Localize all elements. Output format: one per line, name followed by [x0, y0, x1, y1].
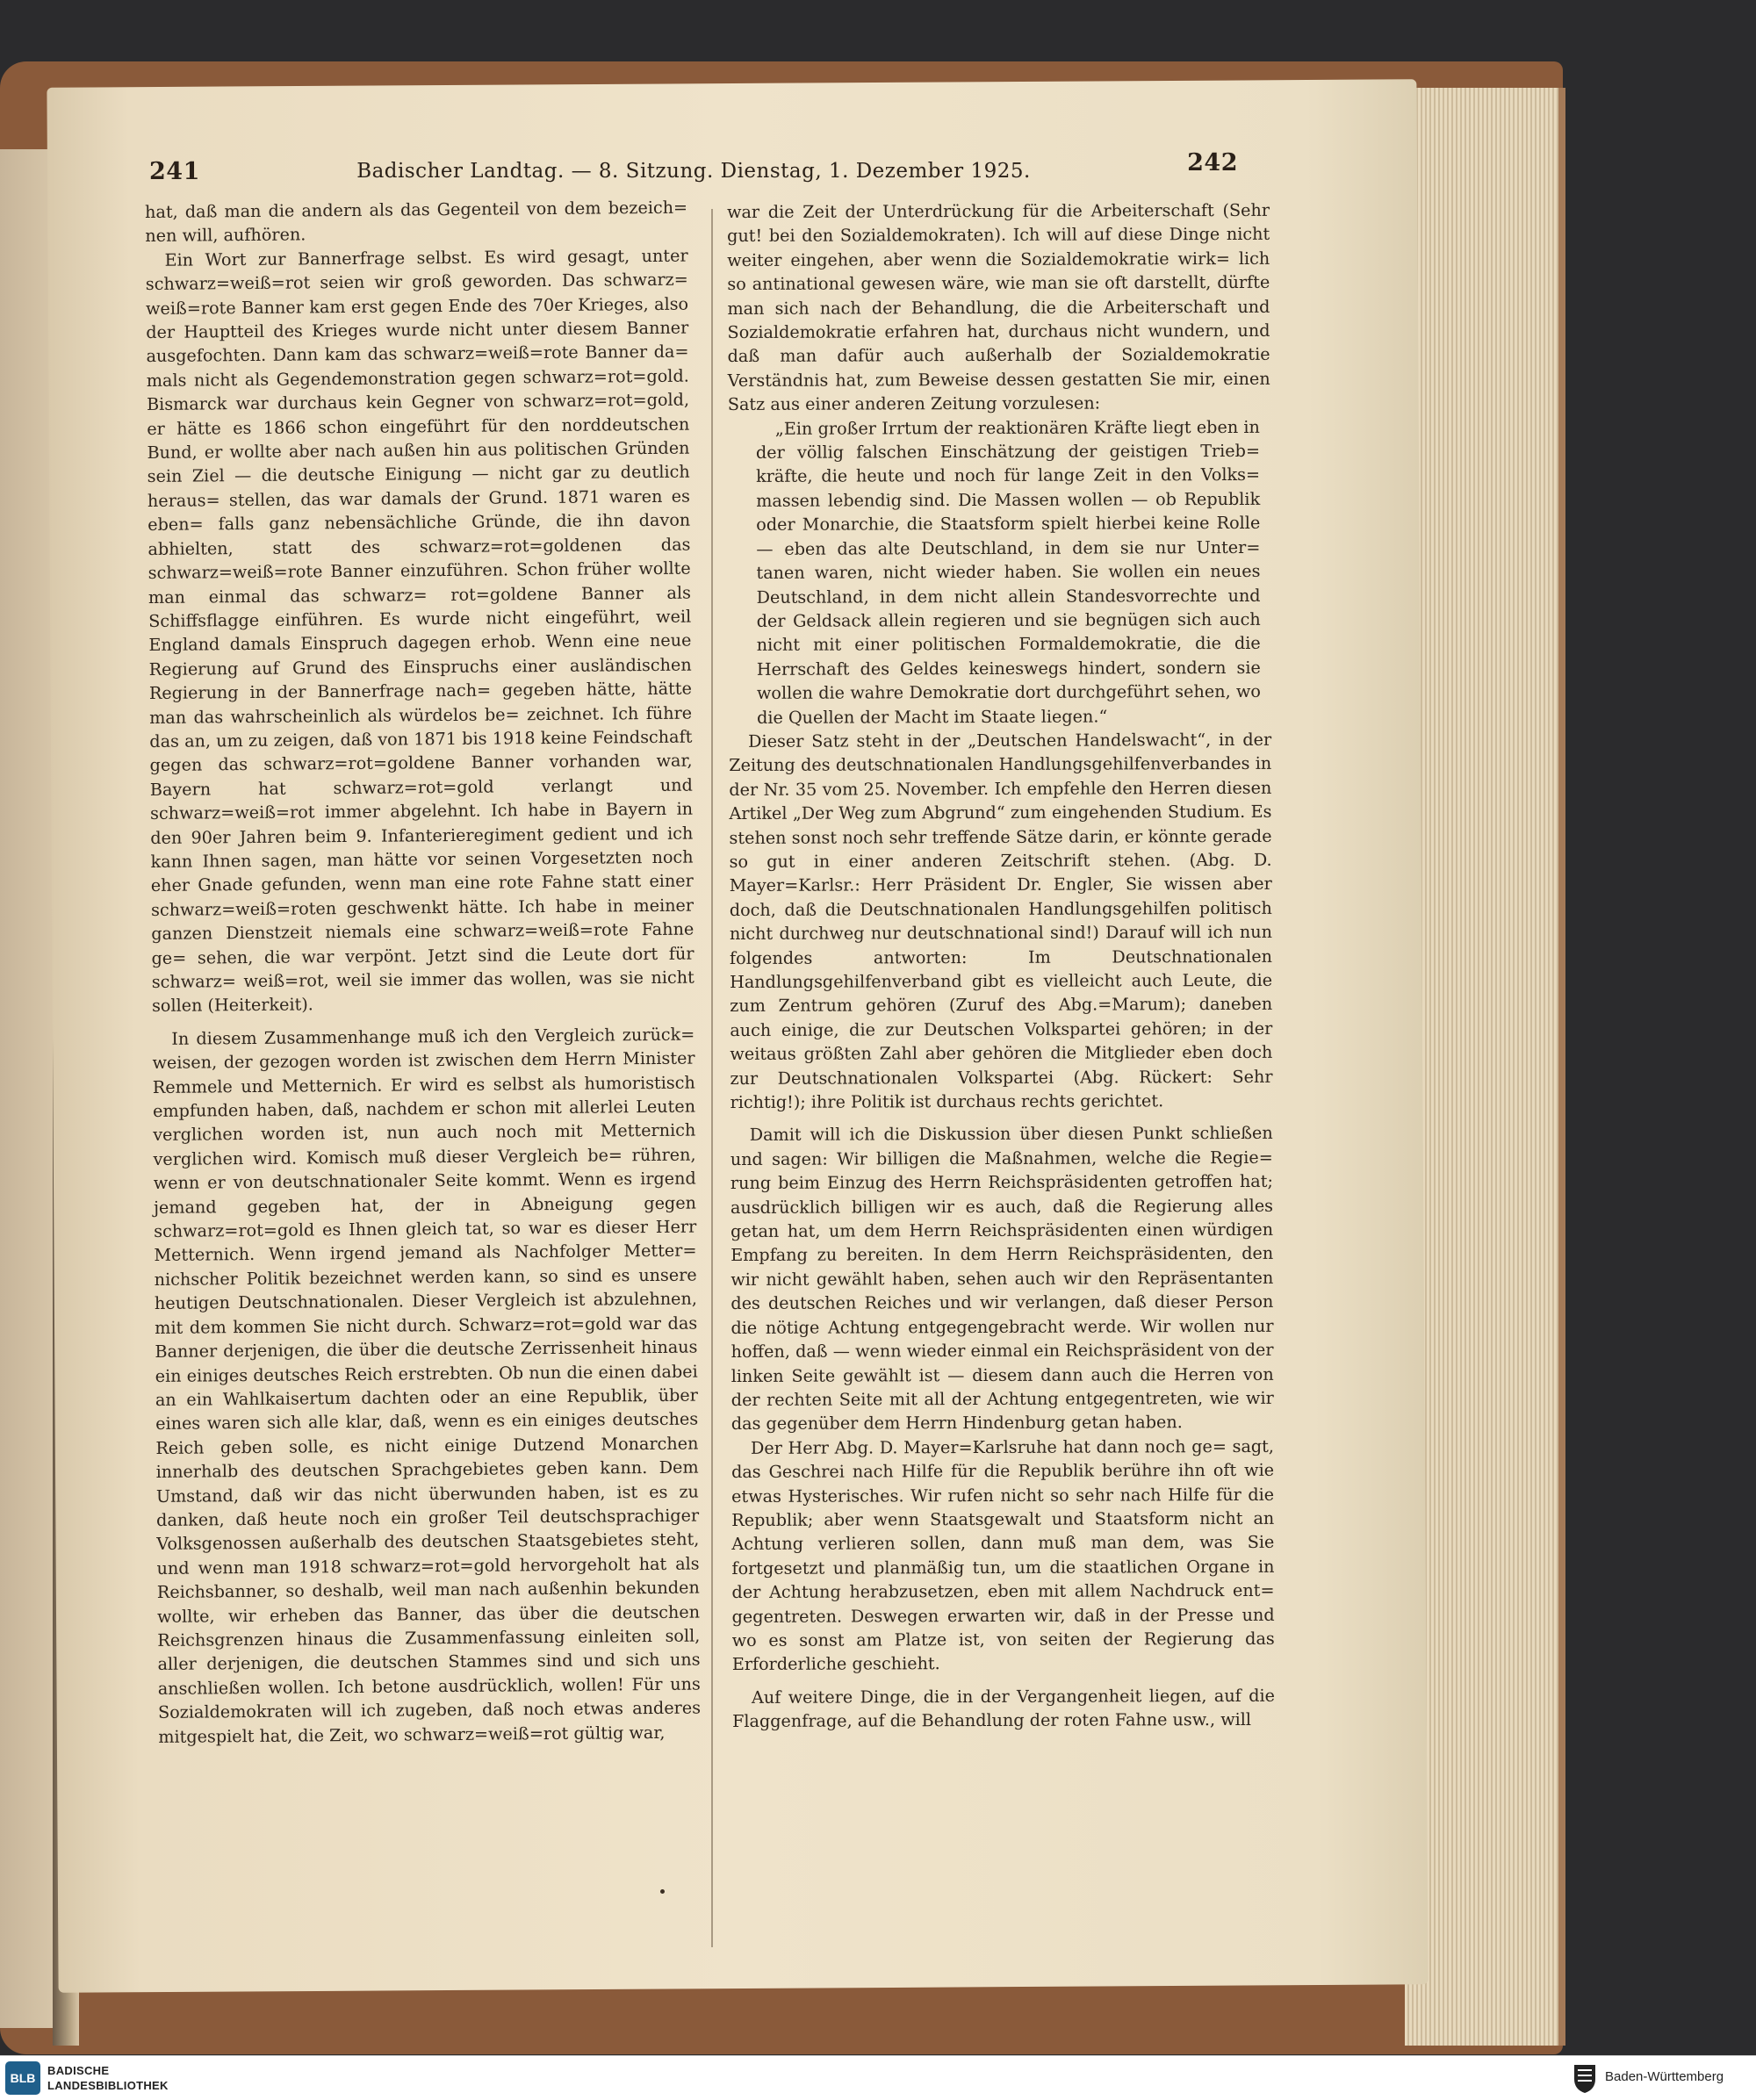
block-quote: „Ein großer Irrtum der reaktionären Kräfte liegt eben in der völlig falschen Einschätzung der geistigen Trieb= kräfte, die heute und noch für lange Zeit in den Volks= massen lebendig sind. Die Massen wollen — ob Republik oder Monarchie, die Staatsform spielt hierbei keine Rolle — eben das alte Deutschland, in dem sie nur Unter= tanen waren, nicht wieder haben. Sie wollen ein neues Deutschland, in dem nicht allein Standesvorrechte und der Geldsack allein regieren und sie begnügen sich auch nicht mit einer politischen Formaldemokratie, die die Herrschaft des Geldes keineswegs hindert, sondern sie wollen die wahre Demokratie dort durchgeführt sehen, wo die Quellen der Macht im Staate liegen.“: [755, 416, 1261, 728]
footer-bar: [0, 2055, 1756, 2100]
state-name[interactable]: Baden-Württemberg: [1605, 2069, 1724, 2084]
library-name-line1: BADISCHE: [47, 2064, 110, 2077]
right-column: [727, 198, 1275, 1734]
ink-dot: [660, 1889, 665, 1894]
column-divider: [711, 209, 713, 1947]
paragraph: Ein Wort zur Bannerfrage selbst. Es wird gesagt, unter schwarz=weiß=rot seien wir groß geworden. Das schwarz= weiß=rote Banner kam erst gegen Ende des 70er Krieges, also der Hauptteil des Krieges wurde nicht unter diesem Banner ausgefochten. Dann kam das schwarz=weiß=rote Banner da= mals nicht als Gegendemonstration gegen schwarz=rot=gold. Bismarck war durchaus kein Gegner von schwarz=rot=gold, er hätte es 1866 schon eingeführt für den norddeutschen Bund, er wollte aber nach außen hin aus politischen Gründen sein Ziel — die deutsche Einigung — nicht gar zu deutlich heraus= stellen, das war damals der Grund. 1871 waren es eben= falls ganz nebensächliche Gründe, die ihn davon abhielten, statt des schwarz=rot=goldenen das schwarz=weiß=rote Banner einzuführen. Schon früher wollte man einmal das schwarz= rot=goldene Banner als Schiffsflagge einführen. Es wurde nicht eingeführt, weil England damals Einspruch dagegen erhob. Wenn eine neue Regierung auf Grund des Einspruchs einer ausländischen Regierung in der Bannerfrage nach= gegeben hätte, hätte man das wahrscheinlich als würdelos be= zeichnet. Ich führe das an, um zu zeigen, daß von 1871 bis 1918 keine Feindschaft gegen das schwarz=rot=goldene Banner vorhanden war, Bayern hat schwarz=rot=gold verlangt und schwarz=weiß=rot immer abgelehnt. Ich habe in Bayern in den 90er Jahren beim 9. Infanterieregiment gedient und ich kann Ihnen sagen, man hätte vor seinen Vorgesetzten noch eher Gnade gefunden, wenn man eine rote Fahne statt einer schwarz=weiß=roten geschwenkt hätte. Ich habe in meiner ganzen Dienstzeit niemals eine schwarz=weiß=rote Fahne ge= sehen, die war verpönt. Jetzt sind die Leute dort für schwarz= weiß=rot, weil sie immer das wollen, was sie nicht sollen (Heiterkeit).: [145, 245, 694, 1017]
paragraph: hat, daß man die andern als das Gegenteil von dem bezeich= nen will, aufhören.: [145, 197, 688, 247]
paragraph: Der Herr Abg. D. Mayer=Karlsruhe hat dann noch ge= sagt, das Geschrei nach Hilfe für die Republik berühre ihn oft wie etwas Hysterisches. Wir rufen nicht so sehr nach Hilfe für die Republik; aber wenn Staatsgewalt und Staatsform nicht an Achtung verlieren sollen, dann muß man dem, was Sie fortgesetzt und planmäßig tun, um die staatlichen Organe in der Achtung herabzusetzen, eben mit allem Nachdruck ent= gegentreten. Deswegen erwarten wir, daß in der Presse und wo es sonst am Platze ist, von seiten der Regierung das Erforderliche geschieht.: [731, 1435, 1275, 1675]
left-column: [145, 196, 701, 1749]
paragraph: Damit will ich die Diskussion über diesen Punkt schließen und sagen: Wir billigen die Maßnahmen, welche die Regie= rung beim Einzug des Herrn Reichspräsidenten getroffen hat; ausdrücklich billigen wir es auch, daß die Regierung alles getan hat, um dem Herrn Reichspräsidenten einen würdigen Empfang zu bereiten. In dem Herrn Reichspräsidenten, den wir nicht gewählt haben, sehen auch wir den Repräsentanten des deutschen Reiches und wir verlangen, daß dieser Person die nötige Achtung entgegengebracht werde. Wir wollen nur hoffen, daß — wenn wieder einmal ein Reichspräsident von der linken Seite gewählt ist — diesem dann auch die Herren von der rechten Seite mit all der Achtung entgegentreten, wie wir das gegenüber dem Herrn Hindenburg getan haben.: [730, 1123, 1274, 1435]
paragraph: Dieser Satz steht in der „Deutschen Handelswacht“, in der Zeitung des deutschnationalen Handlungsgehilfenverbandes in der Nr. 35 vom 25. November. Ich empfehle den Herren diesen Artikel „Der Weg zum Abgrund“ zum eingehenden Studium. Es stehen sonst noch sehr treffende Sätze darin, er könnte gerade so gut in einer anderen Zeitschrift stehen. (Abg. D. Mayer=Karlsr.: Herr Präsident Dr. Engler, Sie wissen aber doch, daß die Deutschnationalen Handlungsgehilfen politisch nicht durchweg nur deutschnational sind!) Darauf will ich nun folgendes antworten: Im Deutschnationalen Handlungsgehilfenverband gibt es vielleicht auch Leute, die zum Zentrum gehören (Zuruf des Abg.=Marum); daneben auch einige, die zur Deutschen Volkspartei gehören; in der weitaus größten Zahl aber gehören die Mitglieder eben doch zur Deutschnationalen Volkspartei (Abg. Rückert: Sehr richtig!); ihre Politik ist durchaus rechts gerichtet.: [729, 729, 1273, 1113]
library-name-line2: LANDESBIBLIOTHEK: [47, 2079, 169, 2092]
blb-logo[interactable]: BLB: [5, 2061, 40, 2095]
coat-of-arms-icon[interactable]: [1572, 2061, 1598, 2095]
library-name[interactable]: [47, 2063, 169, 2093]
page-edges: [1405, 88, 1565, 2046]
paragraph: In diesem Zusammenhange muß ich den Vergleich zurück= weisen, der gezogen worden ist zwischen dem Herrn Minister Remmele und Metternich. Er wird es selbst als humoristisch empfunden haben, daß, nachdem er schon mit allerlei Leuten verglichen worden ist, nun auch noch mit Metternich verglichen wird. Komisch muß dieser Vergleich be= rühren, wenn er von deutschnationaler Seite kommt. Wenn es irgend jemand gegeben hat, der in Abneigung gegen schwarz=rot=gold es Ihnen gleich tat, so war es dieser Herr Metternich. Wenn irgend jemand als Nachfolger Metter= nichscher Politik bezeichnet werden kann, so sind es unsere heutigen Deutschnationalen. Dieser Vergleich ist abzulehnen, mit dem kommen Sie nicht durch. Schwarz=rot=gold war das Banner derjenigen, die über die deutsche Zerrissenheit hinaus ein einiges deutsches Reich erstrebten. Ob nun die einen dabei an ein Wahlkaisertum dachten oder an eine Republik, über eines waren sich alle klar, daß, wenn es ein einiges deutsches Reich geben solle, es nicht einige Dutzend Monarchen innerhalb des deutschen Sprachgebietes geben kann. Dem Umstand, daß wir das nicht überwunden haben, ist es zu danken, daß heute noch ein großer Teil deutschsprachiger Volksgenossen außerhalb des deutschen Staatsgebietes steht, und wenn man 1918 schwarz=rot=gold hervorgeholt hat als Reichsbanner, so deshalb, weil man nach außenhin bekunden wollte, wir erheben das Banner, das über die deutschen Reichsgrenzen hinaus die Zusammenfassung einleiten soll, aller derjenigen, die deutschen Stammes sind und sich uns anschließen wollen. Ich betone ausdrücklich, wollen! Für uns Sozialdemokraten will ich zugeben, daß noch etwas anderes mitgespielt hat, die Zeit, wo schwarz=weiß=rot gültig war,: [152, 1024, 702, 1747]
paragraph: war die Zeit der Unterdrückung für die Arbeiterschaft (Sehr gut! bei den Sozialdemokraten). Ich will auf diese Dinge nicht weiter eingehen, aber wenn die Sozialdemokratie wirk= lich so antinational gewesen wäre, wie man sie oft darstellt, dürfte man sich nach der Behandlung, die die Arbeiterschaft und Sozialdemokratie erfahren hat, durchaus nicht wundern, und daß man dafür auch außerhalb der Sozialdemokratie Verständnis hat, zum Beweise dessen gestatten Sie mir, einen Satz aus einer anderen Zeitung vorzulesen:: [727, 199, 1270, 415]
page-number-left: 241: [149, 158, 200, 185]
page-number-right: 242: [1187, 149, 1238, 176]
paragraph: Auf weitere Dinge, die in der Vergangenheit liegen, auf die Flaggenfrage, auf die Behandlung der roten Fahne usw., will: [732, 1685, 1275, 1732]
running-title: Badischer Landtag. — 8. Sitzung. Dienstag, 1. Dezember 1925.: [356, 160, 1031, 183]
page-header: [149, 149, 1238, 193]
